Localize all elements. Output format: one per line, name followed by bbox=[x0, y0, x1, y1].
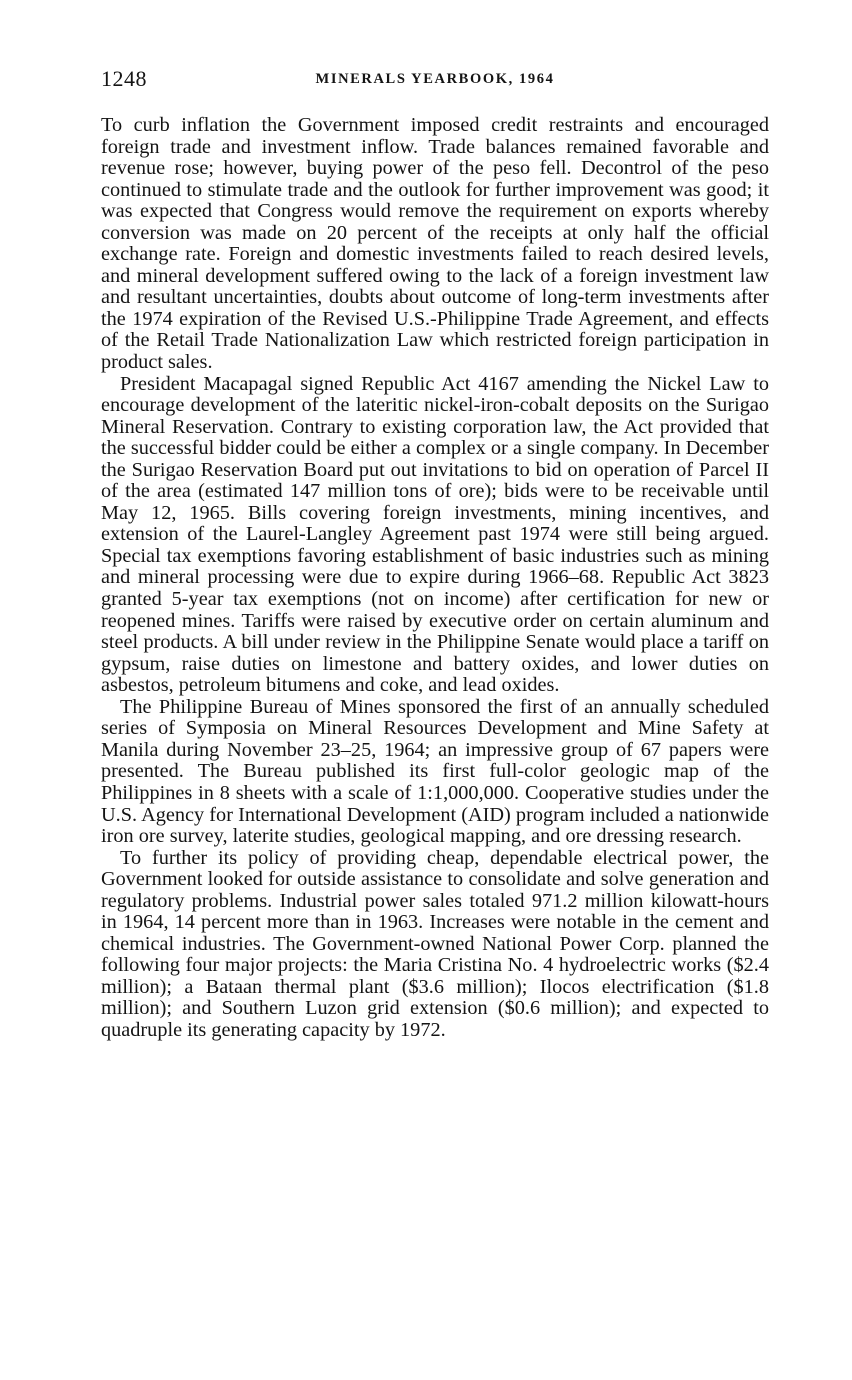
page-number: 1248 bbox=[101, 66, 147, 91]
paragraph-nickel-law: President Macapagal signed Republic Act 4167 amending the Nickel Law to encourage development of the lateritic nickel-iron-cobalt deposits on the Surigao Mineral Reservation. Contrary to existing corporation law, the Act provided that the successful bidder could be either a complex or a single company. In December the Surigao Reservation Board put out invitations to bid on operation of Parcel II of the area (estimated 147 million tons of ore); bids were to be receivable until May 12, 1965. Bills covering foreign investments, mining incentives, and extension of the Laurel-Langley Agreement past 1974 were still being argued. Special tax exemptions favoring establishment of basic industries such as mining and mineral processing were due to expire during 1966–68. Republic Act 3823 granted 5-year tax exemptions (not on income) after certification for new or reopened mines. Tariffs were raised by executive order on certain aluminum and steel products. A bill under review in the Philippine Senate would place a tariff on gypsum, raise duties on limestone and battery oxides, and lower duties on asbestos, petroleum bitumens and coke, and lead oxides. bbox=[101, 372, 769, 697]
body-text bbox=[101, 115, 769, 1042]
paragraph-bureau-of-mines: The Philippine Bureau of Mines sponsored the first of an annually scheduled series of Symposia on Mineral Resources Development and Mine Safety at Manila during November 23–25, 1964; an impressive group of 67 papers were presented. The Bureau published its first full-color geologic map of the Philippines in 8 sheets with a scale of 1:1,000,000. Cooperative studies under the U.S. Agency for International Development (AID) program included a nationwide iron ore survey, laterite studies, geological mapping, and ore dressing research. bbox=[101, 695, 769, 848]
running-title: MINERALS YEARBOOK, 1964 bbox=[315, 71, 555, 87]
running-head bbox=[101, 66, 769, 96]
paragraph-inflation: To curb inflation the Government imposed credit restraints and encouraged foreign trade and investment inflow. Trade balances remained favorable and revenue rose; however, buying power of the peso fell. Decontrol of the peso continued to stimulate trade and the outlook for further improvement was good; it was expected that Congress would remove the requirement on exports whereby conversion was made on 20 percent of the receipts at only half the official exchange rate. Foreign and domestic investments failed to reach desired levels, and mineral development suffered owing to the lack of a foreign investment law and resultant uncertainties, doubts about outcome of long-term investments after the 1974 expiration of the Revised U.S.-Philippine Trade Agreement, and effects of the Retail Trade Nationalization Law which restricted foreign participation in product sales. bbox=[101, 114, 769, 374]
paragraph-electrical-power: To further its policy of providing cheap, dependable electrical power, the Government looked for outside assistance to consolidate and solve generation and regulatory problems. Industrial power sales totaled 971.2 million kilowatt-hours in 1964, 14 percent more than in 1963. Increases were notable in the cement and chemical industries. The Government-owned National Power Corp. planned the following four major projects: the Maria Cristina No. 4 hydroelectric works ($2.4 million); a Bataan thermal plant ($3.6 million); Ilocos electrification ($1.8 million); and Southern Luzon grid extension ($0.6 million); and expected to quadruple its generating capacity by 1972. bbox=[101, 846, 769, 1041]
